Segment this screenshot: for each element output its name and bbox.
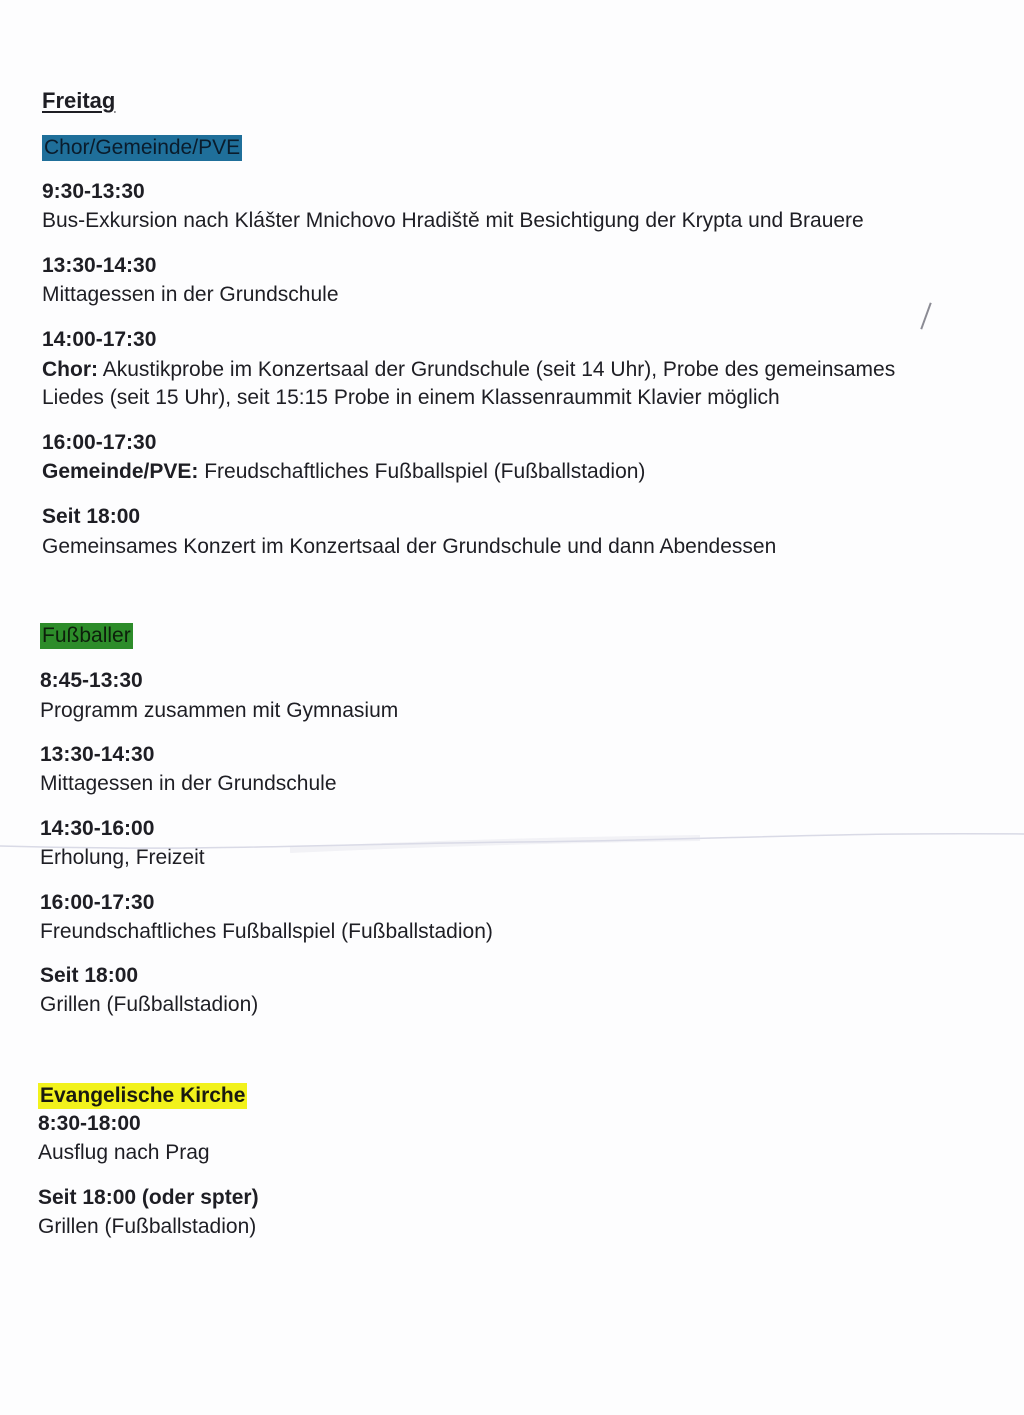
section-label-fussballer: Fußballer [42, 624, 131, 647]
entry-description: Programm zusammen mit Gymnasium [40, 699, 399, 722]
entry-time: 13:30-14:30 [40, 743, 155, 766]
entry-time: 16:00-17:30 [40, 891, 155, 914]
entry-description-line2: Liedes (seit 15 Uhr), seit 15:15 Probe in einem Klassenraummit Klavier möglich [42, 386, 780, 409]
entry-description: Grillen (Fußballstadion) [40, 993, 259, 1016]
entry-time: 9:30-13:30 [42, 180, 145, 203]
entry-time: 16:00-17:30 [42, 431, 157, 454]
pen-mark [920, 303, 931, 330]
entry-time: 14:00-17:30 [42, 328, 157, 351]
entry-prefix: Gemeinde/PVE: [42, 460, 199, 483]
entry-description: Mittagessen in der Grundschule [40, 772, 337, 795]
entry-description: Bus-Exkursion nach Klášter Mnichovo Hradiště mit Besichtigung der Krypta und Brauere [42, 209, 864, 232]
entry-time: 8:30-18:00 [38, 1112, 141, 1135]
entry-text: Freudschaftliches Fußballspiel (Fußballstadion) [204, 460, 646, 483]
entry-text: Akustikprobe im Konzertsaal der Grundschule (seit 14 Uhr), Probe des gemeinsames [102, 358, 896, 381]
entry-time: Seit 18:00 [42, 505, 141, 528]
entry-time: 13:30-14:30 [42, 254, 157, 277]
entry-description: Erholung, Freizeit [40, 846, 205, 869]
entry-time: 8:45-13:30 [40, 669, 143, 692]
day-heading: Freitag [42, 88, 116, 113]
entry-time: Seit 18:00 [40, 964, 139, 987]
entry-description: Mittagessen in der Grundschule [42, 283, 339, 306]
entry-description [42, 460, 645, 484]
entry-time: 14:30-16:00 [40, 817, 155, 840]
entry-time: Seit 18:00 (oder spter) [38, 1186, 259, 1209]
entry-description: Gemeinsames Konzert im Konzertsaal der Grundschule und dann Abendessen [42, 535, 777, 558]
entry-description: Ausflug nach Prag [38, 1141, 210, 1164]
section-label-kirche: Evangelische Kirche [40, 1084, 246, 1107]
entry-description: Freundschaftliches Fußballspiel (Fußballstadion) [40, 920, 493, 943]
entry-prefix: Chor: [42, 358, 98, 381]
entry-description: Grillen (Fußballstadion) [38, 1215, 257, 1238]
section-label-chor: Chor/Gemeinde/PVE [44, 136, 241, 159]
entry-description [42, 358, 895, 382]
